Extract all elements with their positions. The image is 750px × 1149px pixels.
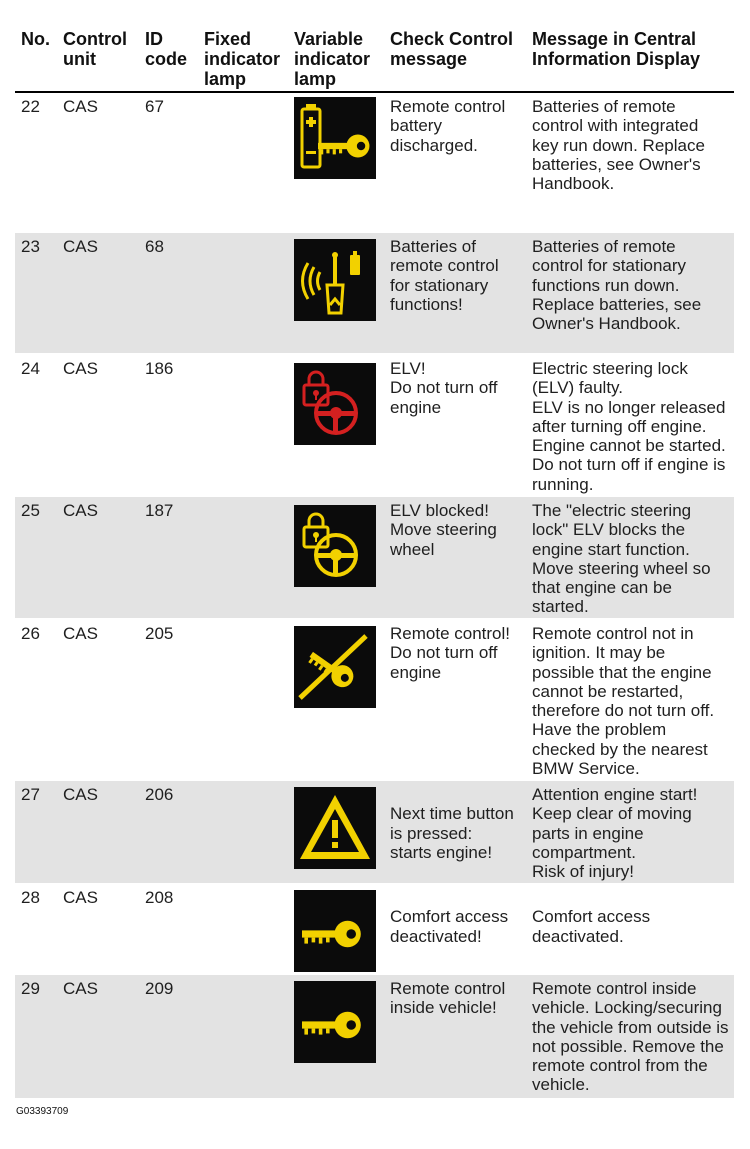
control-unit: CAS [63, 888, 98, 907]
id-code: 209 [145, 979, 174, 998]
table-header [15, 29, 734, 93]
table-row [15, 975, 734, 1098]
table-row [15, 884, 734, 973]
header-no: No. [21, 29, 50, 49]
row-number: 24 [21, 359, 40, 378]
steering-lock-icon [294, 363, 376, 445]
key-icon [294, 981, 376, 1063]
id-code: 187 [145, 501, 174, 520]
row-number: 27 [21, 785, 40, 804]
battery-key-icon [294, 97, 376, 179]
check-control-message: ELV! Do not turn off engine [390, 359, 498, 417]
header-variable-lamp: Variable indicator lamp [294, 29, 371, 89]
steering-lock-icon [294, 505, 376, 587]
remote-signal-battery-icon [294, 239, 376, 321]
row-number: 28 [21, 888, 40, 907]
row-number: 23 [21, 237, 40, 256]
check-control-message: ELV blocked! Move steering wheel [390, 501, 497, 559]
cid-message: Remote control inside vehicle. Locking/securing the vehicle from outside is not possible. Remove the remote control from the vehicle. [532, 979, 729, 1095]
row-number: 25 [21, 501, 40, 520]
cid-message: Electric steering lock (ELV) faulty. ELV is no longer released after turning off engine. Engine cannot be started. Do not turn off if engine is running. [532, 359, 726, 494]
control-unit: CAS [63, 359, 98, 378]
table-row [15, 93, 734, 232]
table-row [15, 620, 734, 780]
key-icon [294, 890, 376, 972]
header-id-code: ID code [145, 29, 188, 69]
cid-message: Attention engine start! Keep clear of moving parts in engine compartment. Risk of injury! [532, 785, 698, 882]
check-control-message: Next time button is pressed: starts engine! [390, 804, 514, 862]
header-cc-message: Check Control message [390, 29, 514, 69]
cid-message: Remote control not in ignition. It may be possible that the engine cannot be restarted, therefore do not turn off. Have the problem checked by the nearest BMW Service. [532, 624, 715, 779]
cid-message: Batteries of remote control with integrated key run down. Replace batteries, see Owner's Handbook. [532, 97, 705, 194]
row-number: 26 [21, 624, 40, 643]
id-code: 186 [145, 359, 174, 378]
control-unit: CAS [63, 237, 98, 256]
table-row [15, 497, 734, 618]
cid-message: Batteries of remote control for stationary functions run down. Replace batteries, see Owner's Handbook. [532, 237, 702, 334]
table-row [15, 355, 734, 496]
header-fixed-lamp: Fixed indicator lamp [204, 29, 281, 89]
control-unit: CAS [63, 97, 98, 116]
id-code: 68 [145, 237, 164, 256]
cid-message: Comfort access deactivated. [532, 907, 651, 946]
cid-message: The "electric steering lock" ELV blocks the engine start function. Move steering wheel so that engine can be started. [532, 501, 711, 617]
check-control-message: Remote control battery discharged. [390, 97, 506, 155]
key-crossed-icon [294, 626, 376, 708]
id-code: 67 [145, 97, 164, 116]
warning-triangle-icon [294, 787, 376, 869]
control-unit: CAS [63, 979, 98, 998]
check-control-message: Batteries of remote control for stationary functions! [390, 237, 499, 314]
control-unit: CAS [63, 624, 98, 643]
control-unit: CAS [63, 785, 98, 804]
id-code: 205 [145, 624, 174, 643]
table-row [15, 233, 734, 353]
id-code: 208 [145, 888, 174, 907]
table-row [15, 781, 734, 883]
header-control-unit: Control unit [63, 29, 127, 69]
check-control-message: Comfort access deactivated! [390, 907, 509, 946]
header-cid-message: Message in Central Information Display [532, 29, 701, 69]
check-control-message: Remote control inside vehicle! [390, 979, 506, 1018]
control-unit: CAS [63, 501, 98, 520]
check-control-message: Remote control! Do not turn off engine [390, 624, 510, 682]
row-number: 29 [21, 979, 40, 998]
figure-code: G03393709 [16, 1106, 69, 1117]
row-number: 22 [21, 97, 40, 116]
id-code: 206 [145, 785, 174, 804]
